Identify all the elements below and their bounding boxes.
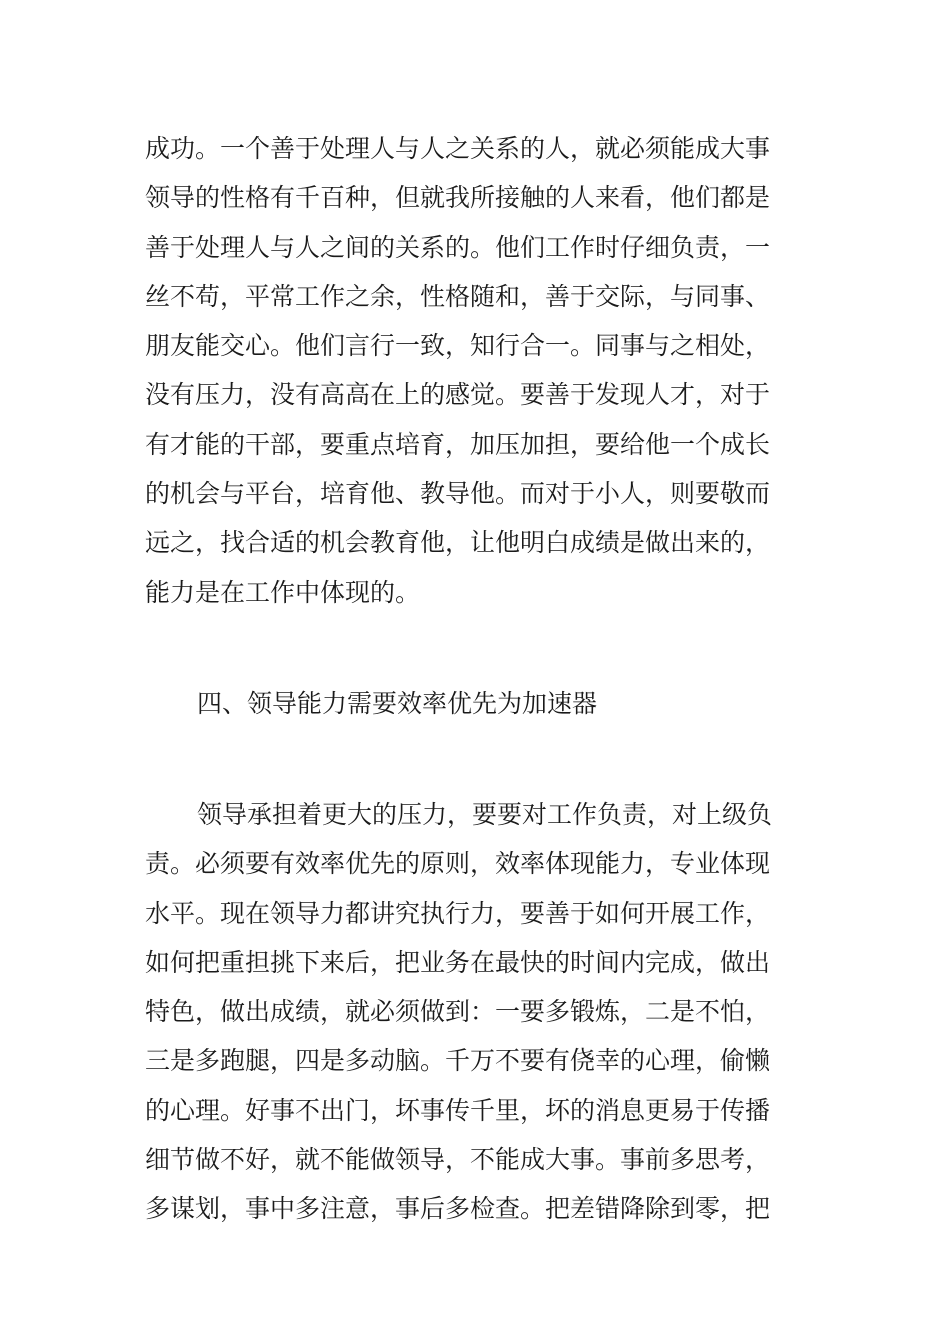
paragraph-2: [145, 790, 807, 1234]
paragraph-line: 责。必须要有效率优先的原则，效率体现能力，专业体现: [145, 849, 771, 879]
document-body: [145, 124, 807, 1234]
paragraph-line: 的心理。好事不出门，坏事传千里，坏的消息更易于传播: [145, 1095, 771, 1125]
paragraph-line: 朋友能交心。他们言行一致，知行合一。同事与之相处，: [145, 331, 771, 361]
paragraph-line: 三是多跑腿，四是多动脑。千万不要有侥幸的心理，偷懒: [145, 1046, 771, 1076]
paragraph-line: 特色，做出成绩，就必须做到：一要多锻炼，二是不怕，: [145, 997, 771, 1027]
paragraph-spacer: [145, 728, 807, 790]
section-heading: 四、领导能力需要效率优先为加速器: [197, 688, 598, 718]
paragraph-line: 能力是在工作中体现的。: [145, 577, 421, 607]
paragraph-spacer: [145, 617, 807, 679]
paragraph-line: 如何把重担挑下来后，把业务在最快的时间内完成，做出: [145, 947, 771, 977]
paragraph-line: 的机会与平台，培育他、教导他。而对于小人，则要敬而: [145, 479, 771, 509]
paragraph-line: 善于处理人与人之间的关系的。他们工作时仔细负责，一: [145, 232, 771, 262]
paragraph-line: 成功。一个善于处理人与人之关系的人，就必须能成大事: [145, 134, 771, 163]
paragraph-line: 有才能的干部，要重点培育，加压加担，要给他一个成长: [145, 429, 771, 459]
paragraph-line: 没有压力，没有高高在上的感觉。要善于发现人才，对于: [145, 380, 771, 410]
paragraph-line: 领导承担着更大的压力，要要对工作负责，对上级负: [197, 799, 773, 829]
paragraph-line: 丝不苟，平常工作之余，性格随和，善于交际，与同事、: [145, 281, 771, 311]
paragraph-line: 远之，找合适的机会教育他，让他明白成绩是做出来的，: [145, 528, 771, 558]
paragraph-line: 多谋划，事中多注意，事后多检查。把差错降除到零，把: [145, 1194, 771, 1224]
paragraph-line: 水平。现在领导力都讲究执行力，要善于如何开展工作，: [145, 898, 771, 928]
paragraph-1: [145, 124, 807, 617]
paragraph-line: 领导的性格有千百种，但就我所接触的人来看，他们都是: [145, 183, 771, 213]
paragraph-line: 细节做不好，就不能做领导，不能成大事。事前多思考，: [145, 1145, 771, 1175]
